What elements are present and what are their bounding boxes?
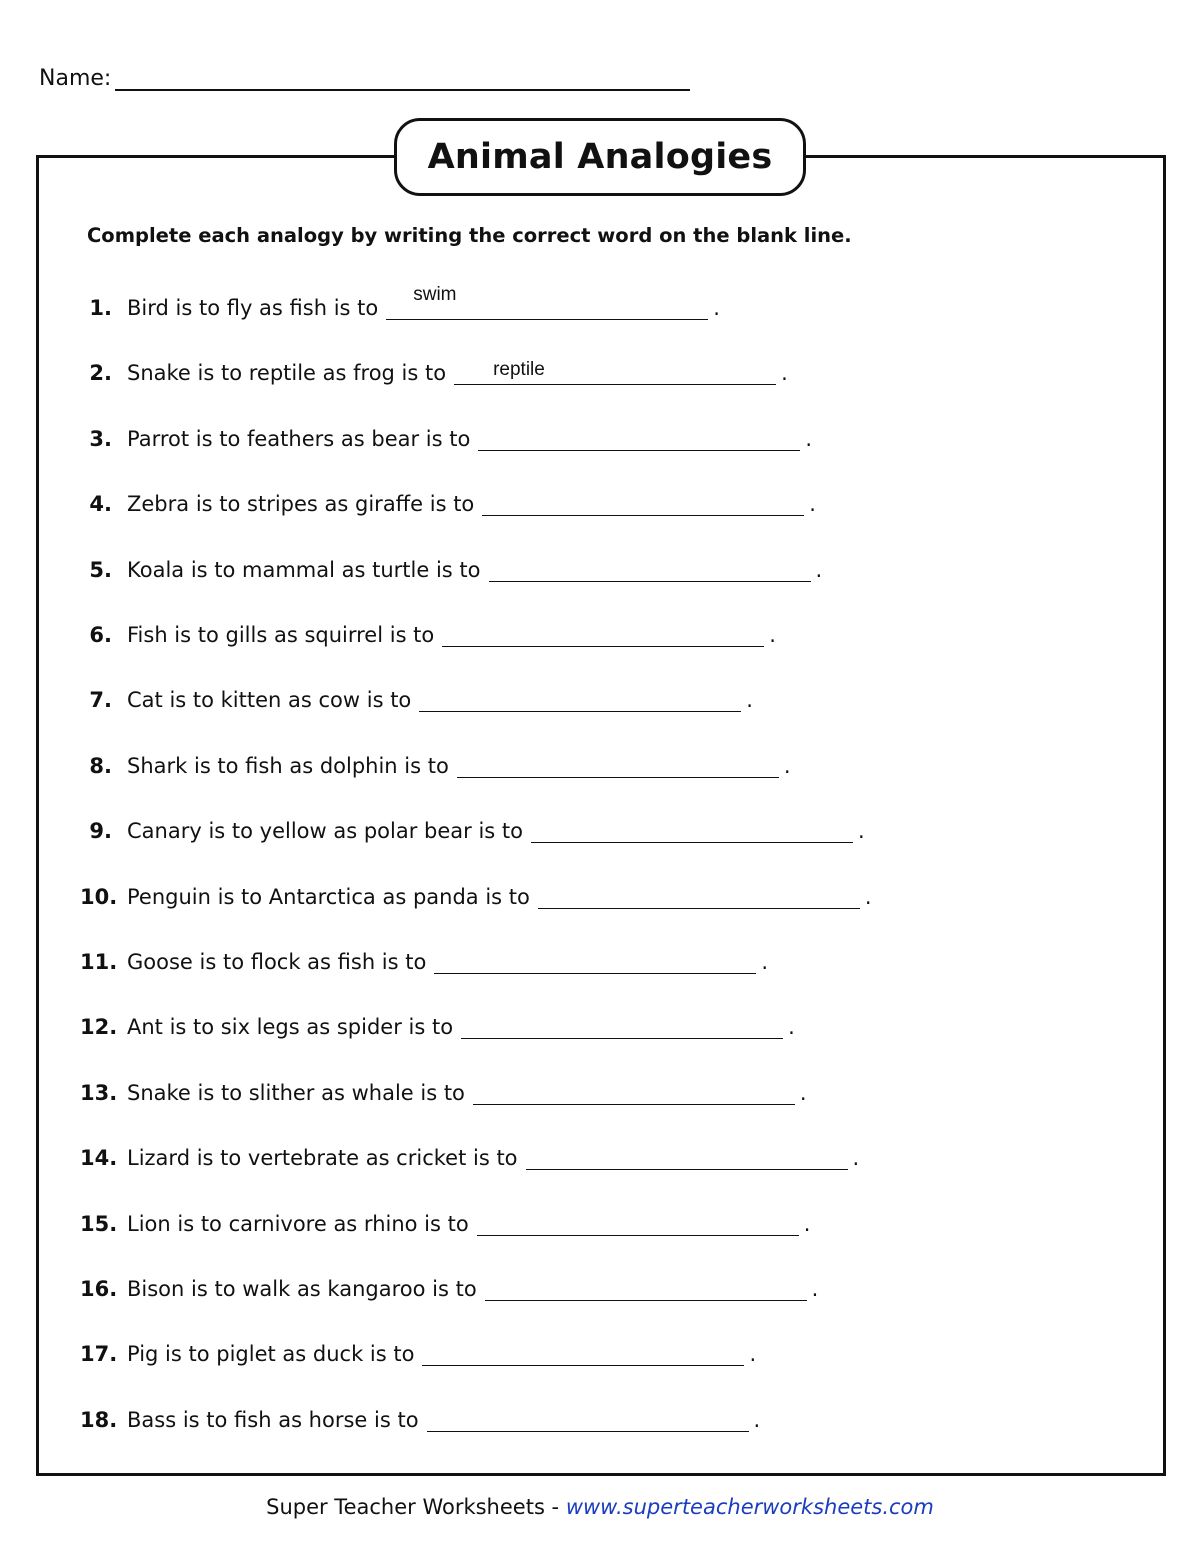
question-text-wrap: [127, 950, 768, 974]
question-text-wrap: [127, 754, 791, 778]
sentence-period: .: [803, 1212, 811, 1236]
question-text-wrap: [127, 1212, 810, 1236]
question-number: 4.: [89, 492, 112, 516]
question-number: 8.: [89, 754, 112, 778]
question-number: 11.: [80, 950, 118, 974]
sentence-period: .: [749, 1342, 757, 1366]
sentence-period: .: [864, 885, 872, 909]
question-text: Bison is to walk as kangaroo is to: [127, 1277, 477, 1301]
question-number: 5.: [89, 558, 112, 582]
question-item: [0, 869, 1200, 909]
question-number: 1.: [89, 296, 112, 320]
sentence-period: .: [781, 361, 788, 385]
footer-link[interactable]: www.superteacherworksheets.com: [565, 1495, 934, 1519]
question-text-wrap: [127, 361, 788, 385]
question-item: [0, 1392, 1200, 1432]
question-item: [0, 411, 1200, 451]
question-item: [0, 345, 1200, 385]
question-text: Zebra is to stripes as giraffe is to: [127, 492, 475, 516]
question-item: [0, 738, 1200, 778]
sentence-period: .: [753, 1408, 761, 1432]
sentence-period: .: [769, 623, 776, 647]
sentence-period: .: [713, 296, 720, 320]
answer-blank[interactable]: [457, 755, 779, 778]
answer-blank[interactable]: [419, 689, 741, 712]
question-number: 18.: [80, 1408, 118, 1432]
question-item: [0, 1130, 1200, 1170]
answer-blank[interactable]: [386, 284, 708, 320]
question-number: 13.: [80, 1081, 118, 1105]
question-text: Canary is to yellow as polar bear is to: [127, 819, 524, 843]
question-text-wrap: [127, 1408, 760, 1432]
question-item: [0, 1196, 1200, 1236]
question-item: [0, 280, 1200, 320]
question-number: 9.: [89, 819, 112, 843]
question-text: Goose is to flock as fish is to: [127, 950, 427, 974]
answer-blank[interactable]: [478, 428, 800, 451]
question-text-wrap: [127, 492, 816, 516]
instructions: Complete each analogy by writing the correct word on the blank line.: [87, 224, 852, 247]
answer-blank[interactable]: [434, 951, 756, 974]
question-number: 6.: [89, 623, 112, 647]
question-number: 15.: [80, 1212, 118, 1236]
question-text-wrap: [127, 623, 776, 647]
question-item: [0, 476, 1200, 516]
question-number: 14.: [80, 1146, 118, 1170]
question-text: Penguin is to Antarctica as panda is to: [127, 885, 530, 909]
name-field[interactable]: [115, 69, 690, 91]
handwritten-answer: swim: [413, 284, 457, 305]
question-text-wrap: [127, 1342, 756, 1366]
question-text: Bass is to fish as horse is to: [127, 1408, 419, 1432]
sentence-period: .: [761, 950, 769, 974]
answer-blank[interactable]: [461, 1016, 783, 1039]
handwritten-answer: reptile: [493, 359, 545, 380]
sentence-period: .: [799, 1081, 807, 1105]
answer-blank[interactable]: [422, 1343, 744, 1366]
sentence-period: .: [811, 1277, 819, 1301]
answer-blank[interactable]: [538, 886, 860, 909]
answer-blank[interactable]: [427, 1409, 749, 1432]
question-item: [0, 607, 1200, 647]
question-number: 16.: [80, 1277, 118, 1301]
sentence-period: .: [809, 492, 816, 516]
sentence-period: .: [805, 427, 813, 451]
question-number: 7.: [89, 688, 112, 712]
sentence-period: .: [852, 1146, 860, 1170]
question-text-wrap: [127, 1277, 818, 1301]
answer-blank[interactable]: [442, 624, 764, 647]
question-item: [0, 542, 1200, 582]
answer-blank[interactable]: [482, 493, 804, 516]
question-number: 2.: [89, 361, 112, 385]
question-text-wrap: [127, 1015, 795, 1039]
question-text: Snake is to slither as whale is to: [127, 1081, 465, 1105]
sentence-period: .: [788, 1015, 795, 1039]
question-text: Fish is to gills as squirrel is to: [127, 623, 435, 647]
answer-blank[interactable]: [489, 559, 811, 582]
sentence-period: .: [783, 754, 791, 778]
question-text: Pig is to piglet as duck is to: [127, 1342, 415, 1366]
sentence-period: .: [858, 819, 865, 843]
question-text-wrap: [127, 284, 720, 320]
page-title: Animal Analogies: [394, 118, 806, 196]
question-text: Parrot is to feathers as bear is to: [127, 427, 471, 451]
question-text-wrap: [127, 427, 812, 451]
question-item: [0, 1065, 1200, 1105]
question-text: Lion is to carnivore as rhino is to: [127, 1212, 469, 1236]
question-text: Bird is to fly as fish is to: [127, 296, 379, 320]
answer-blank[interactable]: [473, 1082, 795, 1105]
question-text: Koala is to mammal as turtle is to: [127, 558, 481, 582]
question-text-wrap: [127, 819, 865, 843]
footer-brand: Super Teacher Worksheets -: [266, 1495, 560, 1519]
sentence-period: .: [815, 558, 823, 582]
question-item: [0, 803, 1200, 843]
question-text-wrap: [127, 688, 753, 712]
question-text-wrap: [127, 885, 872, 909]
question-text: Shark is to fish as dolphin is to: [127, 754, 449, 778]
question-text: Lizard is to vertebrate as cricket is to: [127, 1146, 518, 1170]
answer-blank[interactable]: [531, 820, 853, 843]
question-text-wrap: [127, 558, 822, 582]
question-number: 10.: [80, 885, 118, 909]
answer-blank[interactable]: [454, 359, 776, 385]
footer: [0, 1495, 1200, 1519]
answer-blank[interactable]: [485, 1278, 807, 1301]
question-item: [0, 999, 1200, 1039]
question-text-wrap: [127, 1146, 859, 1170]
question-text: Ant is to six legs as spider is to: [127, 1015, 454, 1039]
name-label: Name:: [39, 66, 112, 91]
question-number: 17.: [80, 1342, 118, 1366]
question-item: [0, 1261, 1200, 1301]
name-row: [39, 66, 690, 91]
question-item: [0, 1326, 1200, 1366]
question-number: 3.: [89, 427, 112, 451]
question-text: Cat is to kitten as cow is to: [127, 688, 412, 712]
question-text: Snake is to reptile as frog is to: [127, 361, 447, 385]
answer-blank[interactable]: [477, 1213, 799, 1236]
question-item: [0, 934, 1200, 974]
question-text-wrap: [127, 1081, 807, 1105]
sentence-period: .: [746, 688, 753, 712]
question-item: [0, 672, 1200, 712]
answer-blank[interactable]: [526, 1147, 848, 1170]
question-number: 12.: [80, 1015, 118, 1039]
